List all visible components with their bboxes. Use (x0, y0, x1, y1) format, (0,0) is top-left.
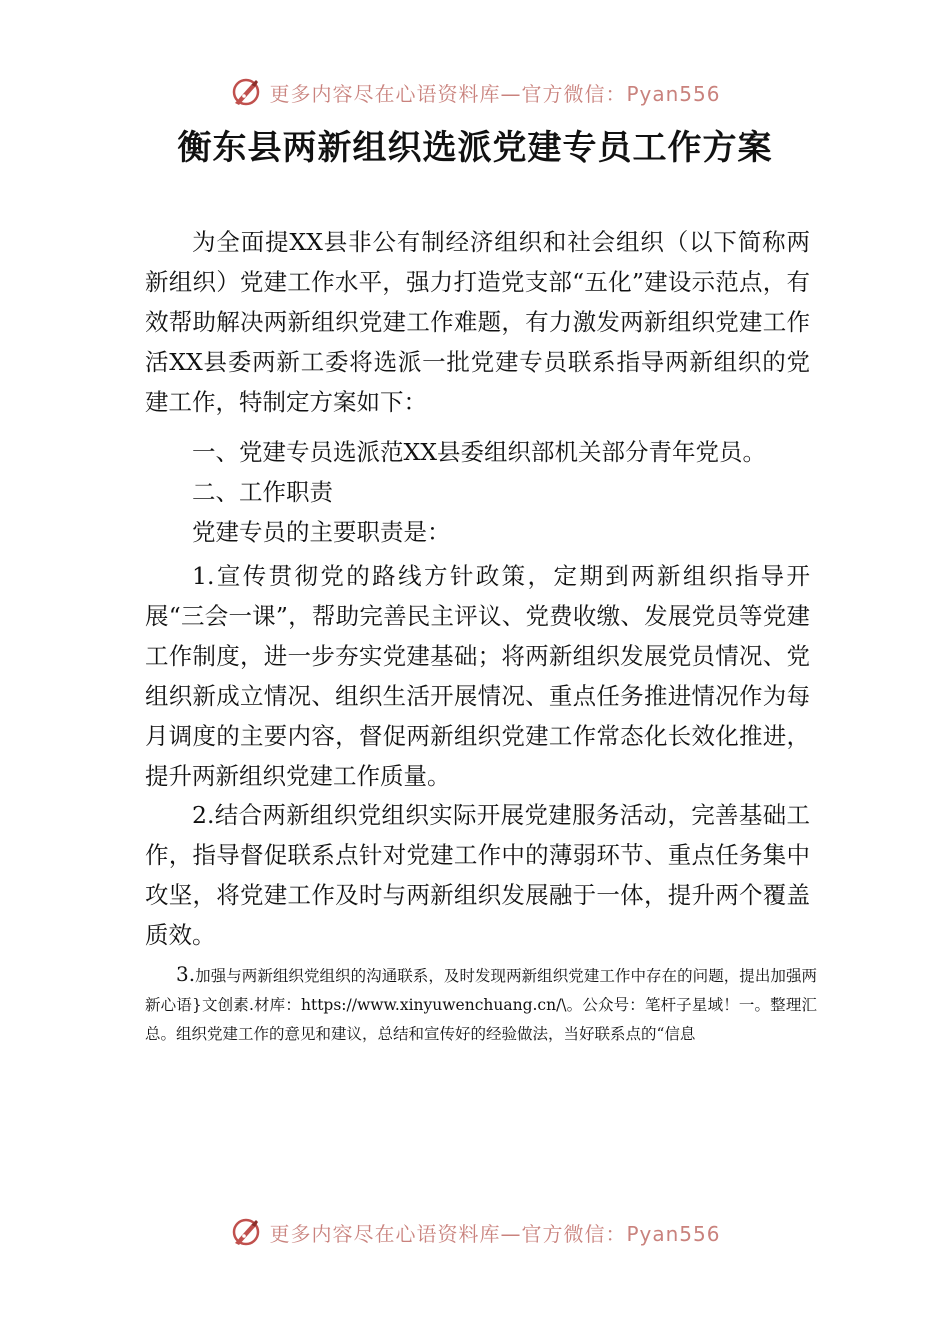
paragraph-text: 党建专员的主要职责是： (192, 518, 451, 546)
header-watermark-banner (0, 72, 950, 112)
paragraph-text: 1.宣传贯彻党的路线方针政策，定期到两新组织指导开展“三会一课”，帮助完善民主评议、党费收缴、发展党员等党建工作制度，进一步夯实党建基础；将两新组织发展党员情况、党组织新成立情况、组织生活开展情况、重点任务推进情况作为每月调度的主要内容，督促两新组织党建工作常态化长效化推进，提升两新组织党建工作质量。 (145, 562, 810, 790)
paragraph-text: 为全面提XX县非公有制经济组织和社会组织（以下简称两新组织）党建工作水平，强力打造党支部“五化”建设示范点，有效帮助解决两新组织党建工作难题，有力激发两新组织党建工作活XX县委两新工委将选派一批党建专员联系指导两新组织的党建工作，特制定方案如下： (145, 228, 810, 416)
paragraph-duty-2 (145, 795, 810, 955)
item-number: 3. (176, 962, 196, 986)
document-title: 衡东县两新组织选派党建专员工作方案 (177, 128, 773, 168)
paragraph-text: 二、工作职责 (192, 478, 333, 506)
small-text: 加强与两新组织党组织的沟通联系，及时发现两新组织党建工作中存在的问题，提出加强两新心语}文创素.材库：https://www.xinyuwenchuang.cn/\。公众号：笔杆子星域！一。整理汇总。组织党建工作的意见和建议，总结和宣传好的经验做法，当好联系点的“信息 (145, 967, 817, 1043)
footer-watermark-banner (0, 1212, 950, 1252)
pen-nib-icon (229, 1215, 263, 1249)
watermark-text: 更多内容尽在心语资料库—官方微信：Pyan556 (269, 81, 721, 106)
paragraph-duty-1 (145, 556, 810, 796)
paragraph-text (145, 960, 817, 1049)
paragraph-section-2-heading (145, 472, 810, 512)
paragraph-intro (145, 222, 810, 422)
watermark-text: 更多内容尽在心语资料库—官方微信：Pyan556 (269, 1221, 721, 1246)
paragraph-section-1 (145, 432, 810, 472)
paragraph-duty-3 (145, 960, 817, 1049)
paragraph-text: 2.结合两新组织党组织实际开展党建服务活动，完善基础工作，指导督促联系点针对党建工作中的薄弱环节、重点任务集中攻坚，将党建工作及时与两新组织发展融于一体，提升两个覆盖质效。 (145, 801, 810, 949)
paragraph-duties-lead (145, 512, 810, 552)
paragraph-text: 一、党建专员选派范XX县委组织部机关部分青年党员。 (192, 438, 766, 466)
pen-nib-icon (229, 75, 263, 109)
